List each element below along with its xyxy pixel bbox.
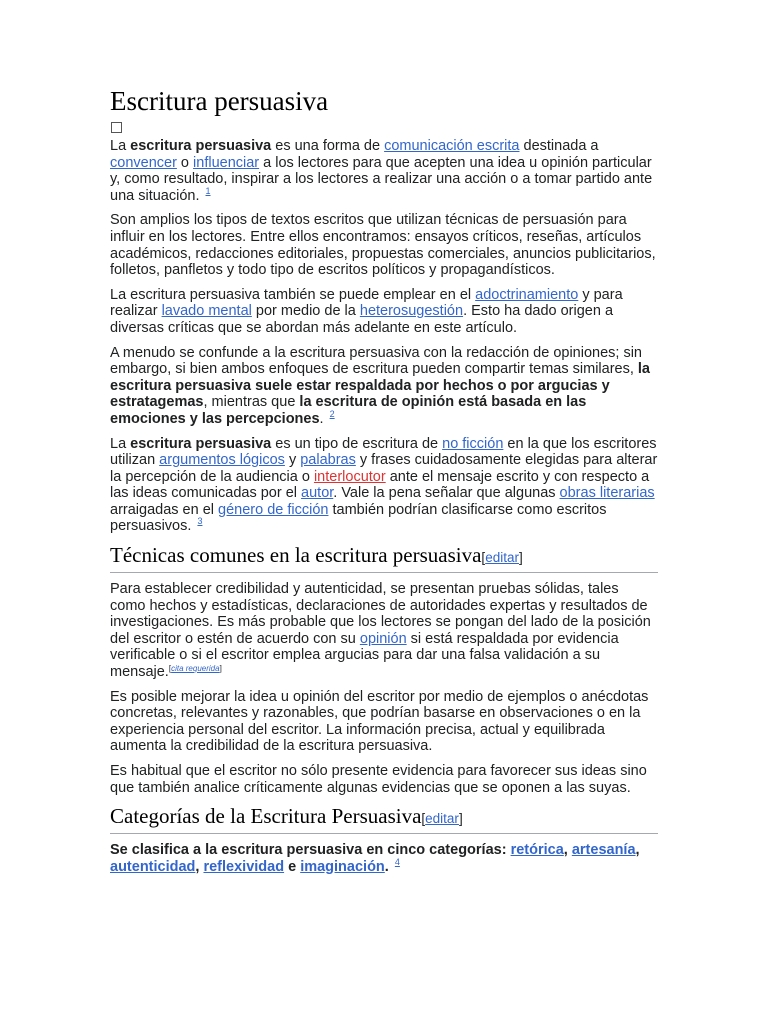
text-run: , mientras que [203, 394, 300, 411]
bold-text: Se clasifica a la escritura persuasiva en cinco categorías: [110, 842, 511, 859]
bold-text: , [195, 858, 204, 875]
citation-needed-link[interactable]: cita requerida [171, 664, 220, 674]
bold-text: , [563, 842, 572, 859]
section-heading [110, 804, 658, 834]
paragraph [110, 212, 658, 278]
edit-bracket-close: ] [518, 550, 523, 566]
section-heading-text: Categorías de la Escritura Persuasiva [110, 804, 422, 829]
bold-text: escritura persuasiva [130, 138, 272, 154]
text-run: Es habitual que el escritor no sólo presente evidencia para favorecer sus ideas sino que también analice críticamente algunas evidencias que se oponen a las suyas. [110, 763, 647, 796]
link-interlocutor[interactable]: interlocutor [313, 468, 386, 485]
bold-text: la escritura persuasiva suele estar respaldada por hechos o por argucias y estratagemas [110, 361, 650, 411]
link-heterosugestion[interactable]: heterosugestión [359, 303, 464, 320]
citation-ref-link[interactable]: 4 [394, 856, 400, 867]
edit-bracket-open: [ [421, 811, 426, 827]
bold-text: la escritura de opinión está basada en las emociones y las percepciones [110, 394, 587, 427]
citation-ref-link[interactable]: 2 [329, 408, 335, 419]
bold-text: e [284, 858, 301, 875]
section-heading [110, 543, 658, 573]
text-run: . Vale la pena señalar que algunas [333, 485, 560, 502]
paragraph [110, 436, 658, 536]
text-run: Para establecer credibilidad y autenticidad, se presentan pruebas sólidas, tales como hechos y estadísticas, declaraciones de autoridades expertas y resultados de investigaciones. Es más probable que los lectores se pongan del lado de la posición del escritor o estén de acuerdo con su [110, 581, 651, 647]
text-run: A menudo se confunde a la escritura persuasiva con la redacción de opiniones; sin embargo, si bien ambos enfoques de escritura pueden compartir temas similares, [110, 344, 642, 378]
text-run: si está respaldada por evidencia verificable o si el escritor emplea argucias para dar una falsa validación a su mensaje. [110, 630, 619, 681]
citation-needed-note: [cita requerida] [168, 664, 222, 674]
section-body [110, 581, 658, 796]
text-run: La [110, 138, 131, 154]
sections [110, 543, 658, 875]
text-run: en la que los escritores utilizan [110, 435, 657, 469]
text-run: Es posible mejorar la idea u opinión del escritor por medio de ejemplos o anécdotas concretas, relevantes y razonables, que podrían basarse en observaciones o en la experiencia personal del escritor. La información precisa, actual y equilibrada aumenta la credibilidad de la escritura persuasiva. [110, 688, 649, 755]
link-influenciar[interactable]: influenciar [193, 154, 260, 171]
section-body [110, 842, 658, 875]
paragraph [110, 287, 658, 337]
text-run: también podrían clasificarse como escritos persuasivos. [110, 501, 607, 535]
link-reflexividad[interactable]: reflexividad [203, 858, 285, 875]
edit-section [481, 550, 522, 565]
link-opinion[interactable]: opinión [359, 630, 407, 647]
paragraph [110, 842, 658, 875]
edit-bracket-open: [ [481, 550, 486, 566]
link-lavado-mental[interactable]: lavado mental [161, 303, 252, 320]
page-title: Escritura persuasiva [110, 86, 329, 116]
section-heading-text: Técnicas comunes en la escritura persuasiva [110, 543, 482, 568]
article [110, 84, 658, 883]
link-convencer[interactable]: convencer [110, 154, 177, 171]
paragraph [110, 689, 658, 755]
text-run: ante el mensaje escrito y con respecto a las ideas comunicadas por el [110, 468, 650, 502]
text-run: y frases cuidadosamente elegidas para alterar la percepción de la audiencia o [110, 452, 658, 485]
intro [110, 138, 658, 535]
text-run: La [110, 435, 131, 452]
text-run: arraigadas en el [110, 501, 219, 518]
link-obras-literarias[interactable]: obras literarias [559, 485, 655, 502]
text-run: . Esto ha dado origen a diversas críticas que se abordan más adelante en este artículo. [110, 303, 614, 336]
bold-text: , [635, 842, 640, 859]
citation-ref-link[interactable]: 3 [197, 516, 203, 527]
link-comunicacion-escrita[interactable]: comunicación escrita [384, 138, 520, 154]
link-genero-de-ficcion[interactable]: género de ficción [218, 501, 329, 518]
link-autenticidad[interactable]: autenticidad [110, 858, 196, 875]
text-run: La escritura persuasiva también se puede emplear en el [110, 286, 476, 303]
link-no-ficcion[interactable]: no ficción [442, 435, 504, 452]
text-run: destinada a [519, 138, 599, 154]
paragraph [110, 581, 658, 681]
text-run: y para realizar [110, 286, 623, 320]
edit-section [421, 811, 462, 826]
paragraph [110, 138, 658, 204]
text-run: por medio de la [251, 303, 360, 320]
text-run: es una forma de [271, 138, 385, 154]
edit-link[interactable]: editar [425, 811, 459, 827]
edit-link[interactable]: editar [485, 550, 519, 566]
link-autor[interactable]: autor [301, 485, 334, 502]
text-run: o [176, 154, 194, 171]
link-argumentos-logicos[interactable]: argumentos lógicos [159, 452, 285, 469]
link-retorica[interactable]: retórica [510, 842, 564, 859]
link-artesania[interactable]: artesanía [571, 842, 636, 859]
text-run: y [284, 452, 301, 469]
paragraph [110, 763, 658, 796]
text-run: . [319, 410, 328, 427]
bold-text: escritura persuasiva [130, 435, 272, 452]
link-imaginacion[interactable]: imaginación [300, 858, 385, 875]
text-run: es un tipo de escritura de [271, 435, 443, 452]
edit-bracket-close: ] [458, 811, 463, 827]
text-run: Son amplios los tipos de textos escritos que utilizan técnicas de persuasión para influir en los lectores. Entre ellos encontramos: ensayos críticos, reseñas, artículos académicos, redacciones editoriales, propuestas comerciales, anuncios publicitarios, folletos, panfletos y todo tipo de escritos políticos y propagandísticos. [110, 212, 656, 279]
link-adoctrinamiento[interactable]: adoctrinamiento [475, 286, 579, 303]
paragraph [110, 345, 658, 428]
link-palabras[interactable]: palabras [300, 452, 356, 469]
bold-text: . [384, 858, 393, 875]
text-run: a los lectores para que acepten una idea u opinión particular y, como resultado, inspirar a los lectores a realizar una acción o a tomar partido ante una situación. [110, 154, 653, 204]
citation-ref-link[interactable]: 1 [205, 185, 211, 196]
image-placeholder-icon [111, 122, 122, 133]
